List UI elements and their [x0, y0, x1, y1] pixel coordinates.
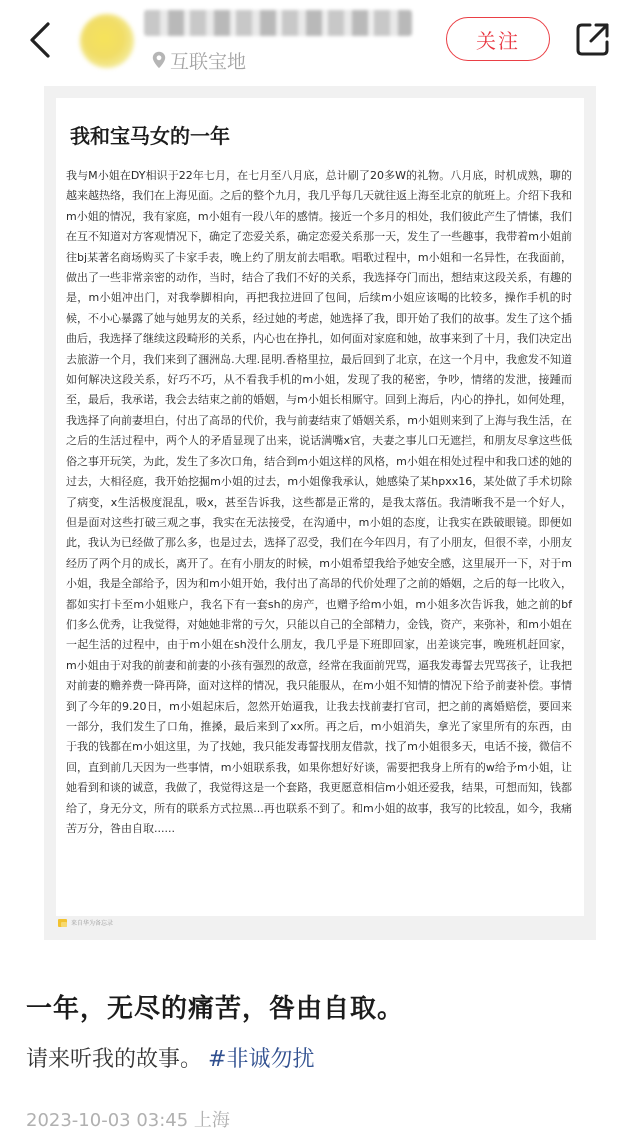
post-image[interactable]: [44, 86, 596, 940]
hashtag-link[interactable]: #非诚勿扰: [208, 1047, 315, 1072]
top-bar: [0, 0, 640, 84]
post-description-text: 请来听我的故事。: [26, 1047, 203, 1072]
memo-screenshot: [56, 98, 584, 916]
share-button[interactable]: [574, 20, 612, 58]
follow-button[interactable]: 关注: [446, 17, 550, 61]
post-title: 一年，无尽的痛苦，咎由自取。: [26, 994, 405, 1024]
avatar[interactable]: [80, 14, 134, 68]
post-description: [26, 1042, 314, 1073]
memo-source-text: 来自华为备忘录: [71, 920, 114, 927]
post-timestamp: 2023-10-03 03:45 上海: [26, 1110, 230, 1131]
article-body: 我与M小姐在DY相识于22年七月，在七月至八月底，总计刷了20多W的礼物。八月底，时机成熟，聊的越来越热络，我们在上海见面。之后的整个九月，我几乎每几天就往返上海至北京的航班上。介绍下我和m小姐的情况，我有家庭，m小姐有一段八年的感情。接近一个多月的相处，我们彼此产生了情愫，我们在互不知道对方客观情况下，确定了恋爱关系，确定恋爱关系那一天，发生了一些趣事，我带着m小姐前往bj某著名商场购买了卡家手表，晚上约了朋友前去唱歌。唱歌过程中，m小姐和一名异性，在我面前，做出了一些非常亲密的动作，当时，结合了我们不好的关系，我选择夺门而出，想结束这段关系，有趣的是，m小姐冲出门，对我拳脚相向，再把我拉进回了包间，后续m小姐应该喝的比较多，操作手机的时候，不小心暴露了她与她男友的关系，经过她的考虑，她选择了我，即开始了我们的故事。发生了这个插曲后，我选择了继续这段畸形的关系，内心也在挣扎，如何面对家庭和她，故事来到了十月，我们决定出去旅游一个月，我们来到了涠洲岛.大理.昆明.香格里拉，最后回到了北京，在这一个月中，我愈发不知道如何解决这段关系，好巧不巧，从不看我手机的m小姐，发现了我的秘密，争吵，情绪的发泄，接踵而至，最后，我承诺，我会去结束之前的婚姻，与m小姐长相厮守。回到上海后，内心的挣扎，如何处理，我选择了向前妻坦白，付出了高昂的代价，我与前妻结束了婚姻关系，m小姐则来到了上海与我生活，在之后的生活过程中，两个人的矛盾显现了出来，说话满嘴x官，夫妻之事儿口无遮拦，和朋友尽拿这些低俗之事开玩笑，为此，发生了多次口角，结合到m小姐这样的风格，m小姐在相处过程中和我口述的她的过去，大相径庭，我开始挖掘m小姐的过去，m小姐像我承认，她感染了某hpxx16，某处做了手术切除了病变，x生活极度混乱，吸x，甚至告诉我，这些都是正常的，是我太落伍。我清晰我不是一个好人，但是面对这些打破三观之事，我实在无法接受，在沟通中，m小姐的态度，让我实在跌破眼镜。即便如此，我认为已经做了那么多，也是过去，选择了忍受，我们在今年四月，有了小朋友，但很不幸，小朋友经历了两个月的成长，离开了。在有小朋友的时候，m小姐希望我给予她安全感，这里展开一下，对于m小姐，我是全部给予，因为和m小姐开始，我付出了高昂的代价处理了之前的婚姻，之后的每一比收入，都如实打卡至m小姐账户，我名下有一套sh的房产，也赠予给m小姐，m小姐多次告诉我，她之前的bf们多么优秀，让我觉得，对她她非常的亏欠，只能以自己的全部精力，金钱，资产，来弥补，和m小姐在一起生活的过程中，由于m小姐在sh没什么朋友，我几乎是下班即回家，出差谈完事，晚班机赶回家，m小姐由于对我的前妻和前妻的小孩有强烈的敌意，经常在我面前咒骂，逼我发毒誓去咒骂孩子，让我把对前妻的赡养费一降再降，面对这样的情况，我只能服从，在m小姐不知情的情况下给予前妻补偿。事情到了今年的9.20日，m小姐起床后，忽然开始逼我，让我去找前妻打官司，把之前的离婚赔偿，要回来一部分，我们发生了口角，推搡，最后来到了xx所。再之后，m小姐消失，拿光了家里所有的东西，由于我的钱都在m小姐这里，为了找她，我只能发毒誓找朋友借款，找了m小姐很多天，电话不接，微信不回，直到前几天因为一些事情，m小姐联系我，如果你想好好谈，需要把我身上所有的w给予m小姐，让她看到和谈的诚意，我做了，我觉得这是一个套路，我更愿意相信m小姐还爱我，结果，可想而知，钱都给了，身无分文，所有的联系方式拉黑...再也联系不到了。和m小姐的故事，我写的比较乱，如今，我痛苦万分，咎由自取......: [66, 169, 572, 835]
location: [152, 48, 246, 72]
article-title: 我和宝马女的一年: [70, 124, 230, 148]
username[interactable]: [144, 10, 412, 36]
location-pin-icon: [152, 51, 166, 69]
chevron-left-icon: [24, 20, 58, 60]
location-text: 互联宝地: [170, 50, 247, 73]
back-button[interactable]: [24, 20, 58, 60]
share-icon: [574, 20, 612, 58]
memo-icon: [58, 919, 67, 927]
memo-source: [58, 918, 113, 927]
